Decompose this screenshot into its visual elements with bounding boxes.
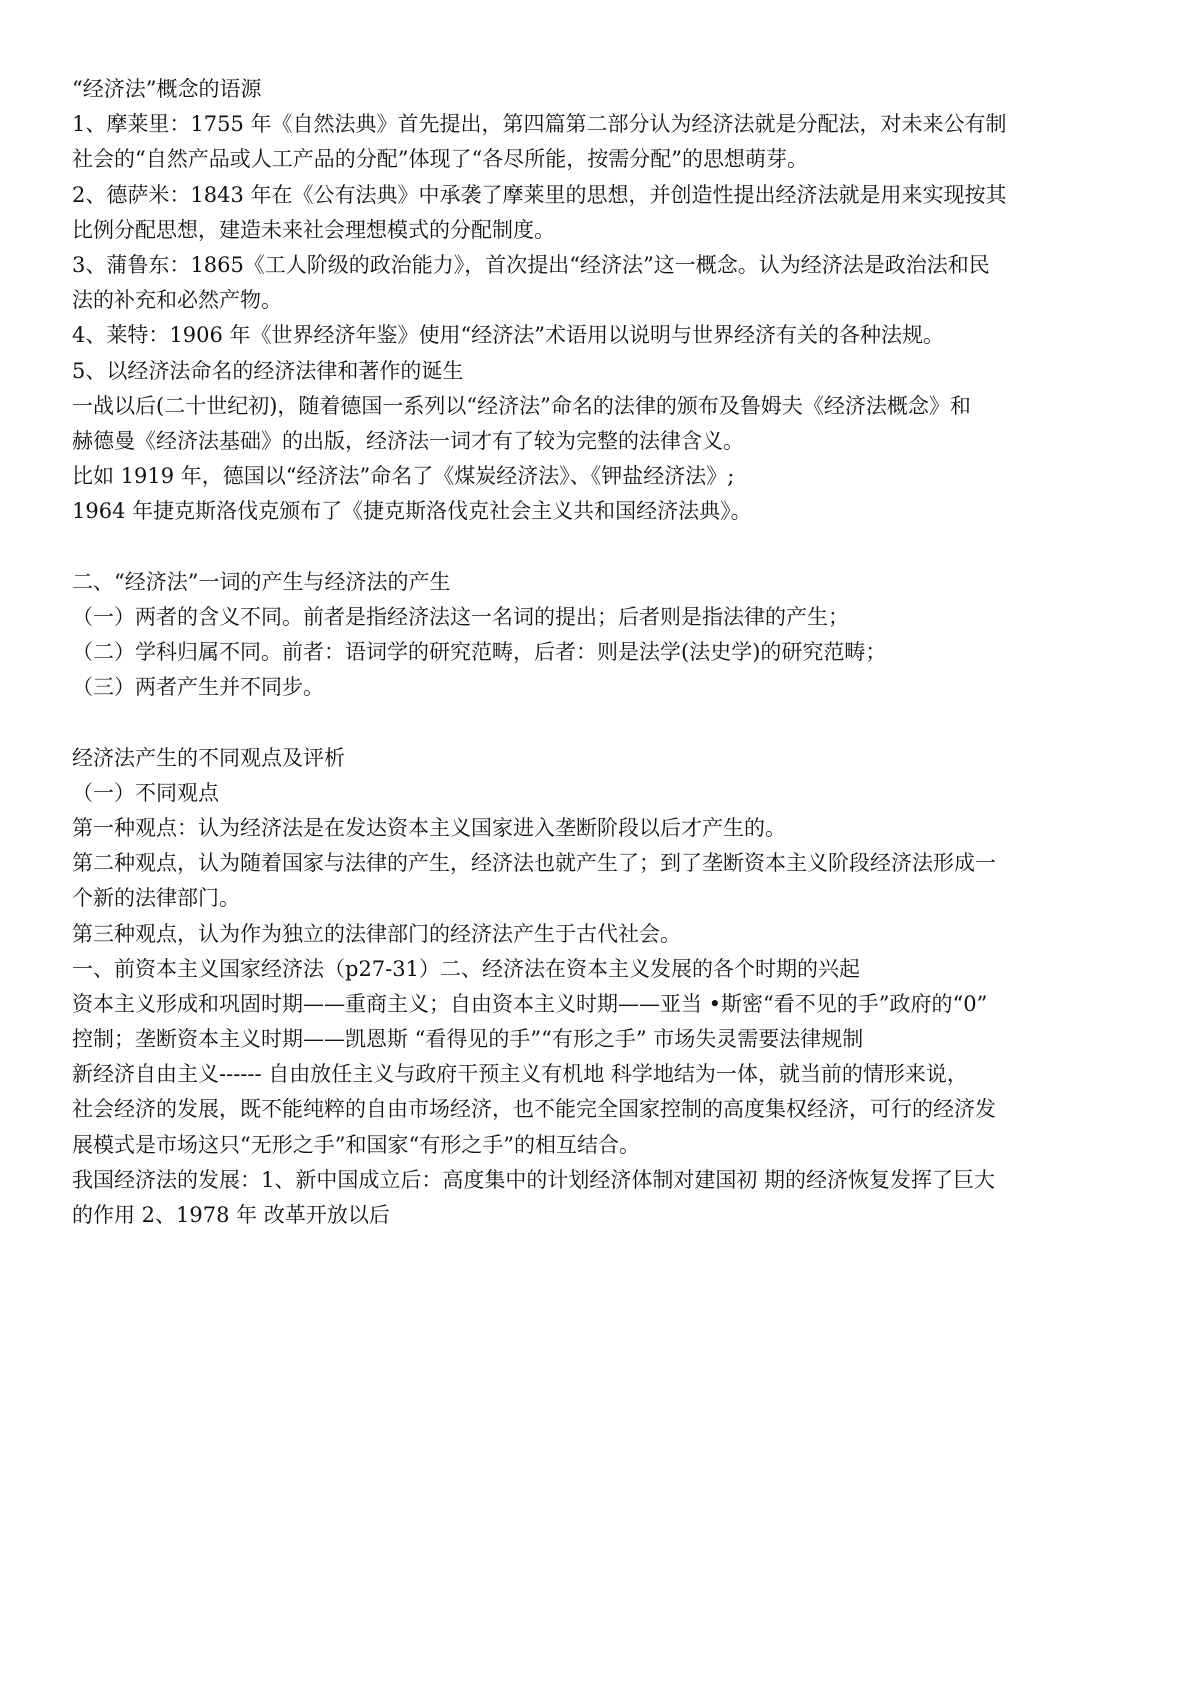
section-heading: 二、“经济法”一词的产生与经济法的产生 <box>72 569 451 594</box>
paragraph-line: 社会的“自然产品或人工产品的分配”体现了“各尽所能，按需分配”的思想萌芽。 <box>72 147 808 172</box>
paragraph-line: 第三种观点，认为作为独立的法律部门的经济法产生于古代社会。 <box>72 921 681 946</box>
paragraph-line: （一）不同观点 <box>72 780 219 805</box>
paragraph-line: 1964 年捷克斯洛伐克颁布了《捷克斯洛伐克社会主义共和国经济法典》。 <box>72 499 752 524</box>
paragraph-line: 1、摩莱里：1755 年《自然法典》首先提出，第四篇第二部分认为经济法就是分配法，对未来公有制 <box>72 112 1007 137</box>
paragraph-line: 的作用 2、1978 年 改革开放以后 <box>72 1203 390 1227</box>
paragraph-line: 5、以经济法命名的经济法律和著作的诞生 <box>72 358 464 383</box>
paragraph-line: 资本主义形成和巩固时期——重商主义；自由资本主义时期——亚当 •斯密“看不见的手”政府的“0” <box>72 991 988 1016</box>
heading-origin-of-term: “经济法”概念的语源 <box>72 77 262 101</box>
paragraph-line: 比例分配思想，建造未来社会理想模式的分配制度。 <box>72 217 555 242</box>
paragraph-line: 4、莱特：1906 年《世界经济年鉴》使用“经济法”术语用以说明与世界经济有关的各种法规。 <box>72 323 944 348</box>
document-body <box>72 72 1122 1233</box>
paragraph-line: （一）两者的含义不同。前者是指经济法这一名词的提出；后者则是指法律的产生； <box>72 604 849 629</box>
paragraph-line: 个新的法律部门。 <box>72 886 240 911</box>
paragraph-line: 第二种观点，认为随着国家与法律的产生，经济法也就产生了；到了垄断资本主义阶段经济法形成一 <box>72 851 996 876</box>
paragraph-line: 赫德曼《经济法基础》的出版，经济法一词才有了较为完整的法律含义。 <box>72 428 744 453</box>
paragraph-line: （三）两者产生并不同步。 <box>72 675 324 700</box>
paragraph-line: 比如 1919 年，德国以“经济法”命名了《煤炭经济法》、《钾盐经济法》; <box>72 464 735 489</box>
paragraph-line: 一战以后(二十世纪初)，随着德国一系列以“经济法”命名的法律的颁布及鲁姆夫《经济法概念》和 <box>72 393 971 418</box>
paragraph-line: 控制；垄断资本主义时期——凯恩斯 “看得见的手”“有形之手” 市场失灵需要法律规制 <box>72 1027 864 1052</box>
paragraph-line: 第一种观点：认为经济法是在发达资本主义国家进入垄断阶段以后才产生的。 <box>72 815 786 840</box>
section-heading: 经济法产生的不同观点及评析 <box>72 745 345 770</box>
paragraph-line: 法的补充和必然产物。 <box>72 288 282 313</box>
paragraph-line: （二）学科归属不同。前者：语词学的研究范畴，后者：则是法学(法史学)的研究范畴； <box>72 640 887 664</box>
paragraph-line: 3、蒲鲁东：1865《工人阶级的政治能力》，首次提出“经济法”这一概念。认为经济法是政治法和民 <box>72 252 990 277</box>
paragraph-line: 2、德萨米：1843 年在《公有法典》中承袭了摩莱里的思想，并创造性提出经济法就是用来实现按其 <box>72 182 1007 207</box>
paragraph-line: 新经济自由主义------ 自由放任主义与政府干预主义有机地 科学地结为一体，就当前的情形来说， <box>72 1062 968 1087</box>
blank-line <box>72 705 1122 740</box>
paragraph-line: 展模式是市场这只“无形之手”和国家“有形之手”的相互结合。 <box>72 1132 640 1157</box>
paragraph-line: 社会经济的发展，既不能纯粹的自由市场经济，也不能完全国家控制的高度集权经济，可行的经济发 <box>72 1097 996 1122</box>
blank-line <box>72 529 1122 564</box>
paragraph-line: 我国经济法的发展：1、新中国成立后：高度集中的计划经济体制对建国初 期的经济恢复发挥了巨大 <box>72 1167 996 1192</box>
paragraph-line: 一、前资本主义国家经济法（p27-31）二、经济法在资本主义发展的各个时期的兴起 <box>72 956 860 981</box>
